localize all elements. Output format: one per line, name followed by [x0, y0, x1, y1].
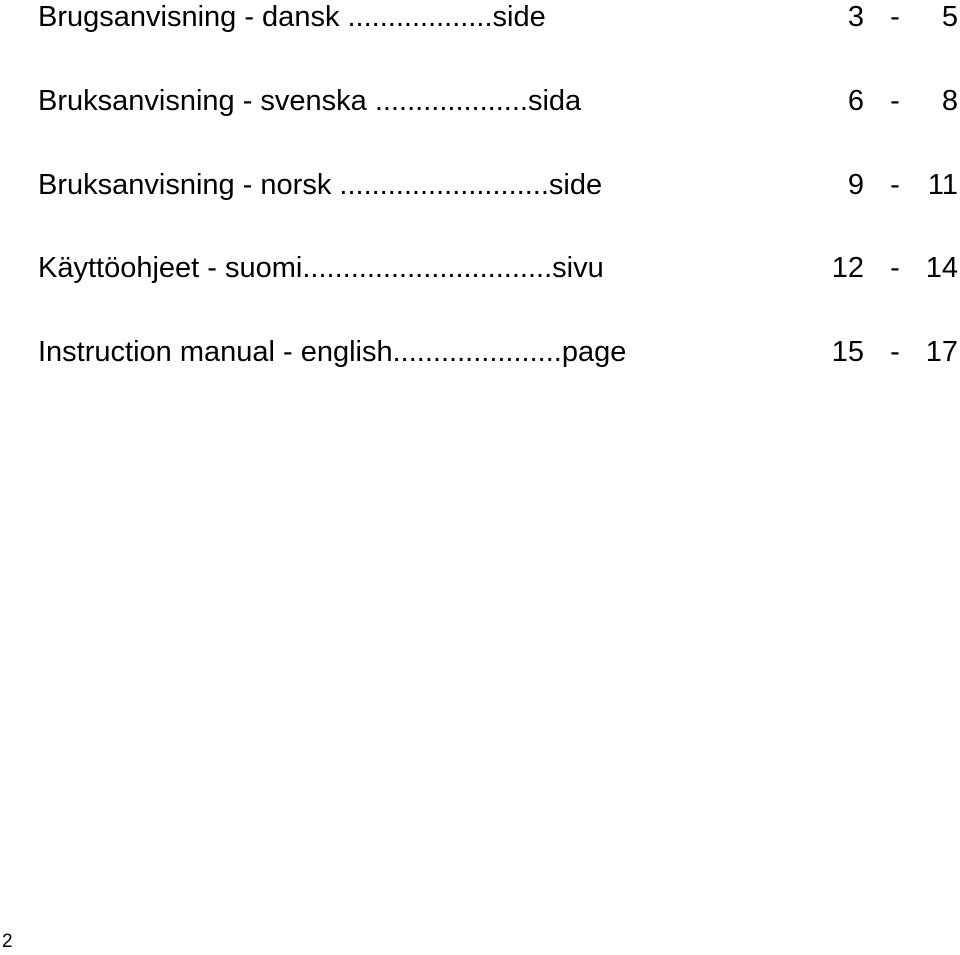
toc-entry-label: Käyttöohjeet - suomi...............................sivu — [38, 252, 604, 284]
toc-page-end: 14 — [925, 252, 958, 284]
toc-page-end: 8 — [941, 85, 958, 117]
toc-page-dash: - — [890, 169, 900, 201]
toc-page-start: 9 — [847, 169, 864, 201]
toc-page-end: 17 — [925, 336, 958, 368]
toc-page-start: 3 — [847, 1, 864, 33]
toc-row-norsk — [38, 165, 960, 205]
toc-entry-label: Brugsanvisning - dansk ..................side — [38, 1, 546, 33]
toc-page-dash: - — [890, 1, 900, 33]
toc-page-dash: - — [890, 252, 900, 284]
toc-page-end: 11 — [927, 169, 958, 201]
toc-page-dash: - — [890, 85, 900, 117]
toc-page-start: 12 — [831, 252, 864, 284]
toc-row-english — [38, 332, 960, 372]
toc-page-end: 5 — [941, 1, 958, 33]
toc-page-dash: - — [890, 336, 900, 368]
toc-row-svenska — [38, 81, 960, 121]
toc-entry-label: Instruction manual - english.....................page — [38, 336, 627, 368]
toc-row-dansk — [38, 0, 960, 37]
toc-page-start: 15 — [831, 336, 864, 368]
toc-entry-label: Bruksanvisning - svenska ...................sida — [38, 85, 582, 117]
toc-entry-label: Bruksanvisning - norsk ..........................side — [38, 169, 603, 201]
page-number: 2 — [2, 931, 13, 952]
toc-page-start: 6 — [847, 85, 864, 117]
toc-row-suomi — [38, 248, 960, 288]
